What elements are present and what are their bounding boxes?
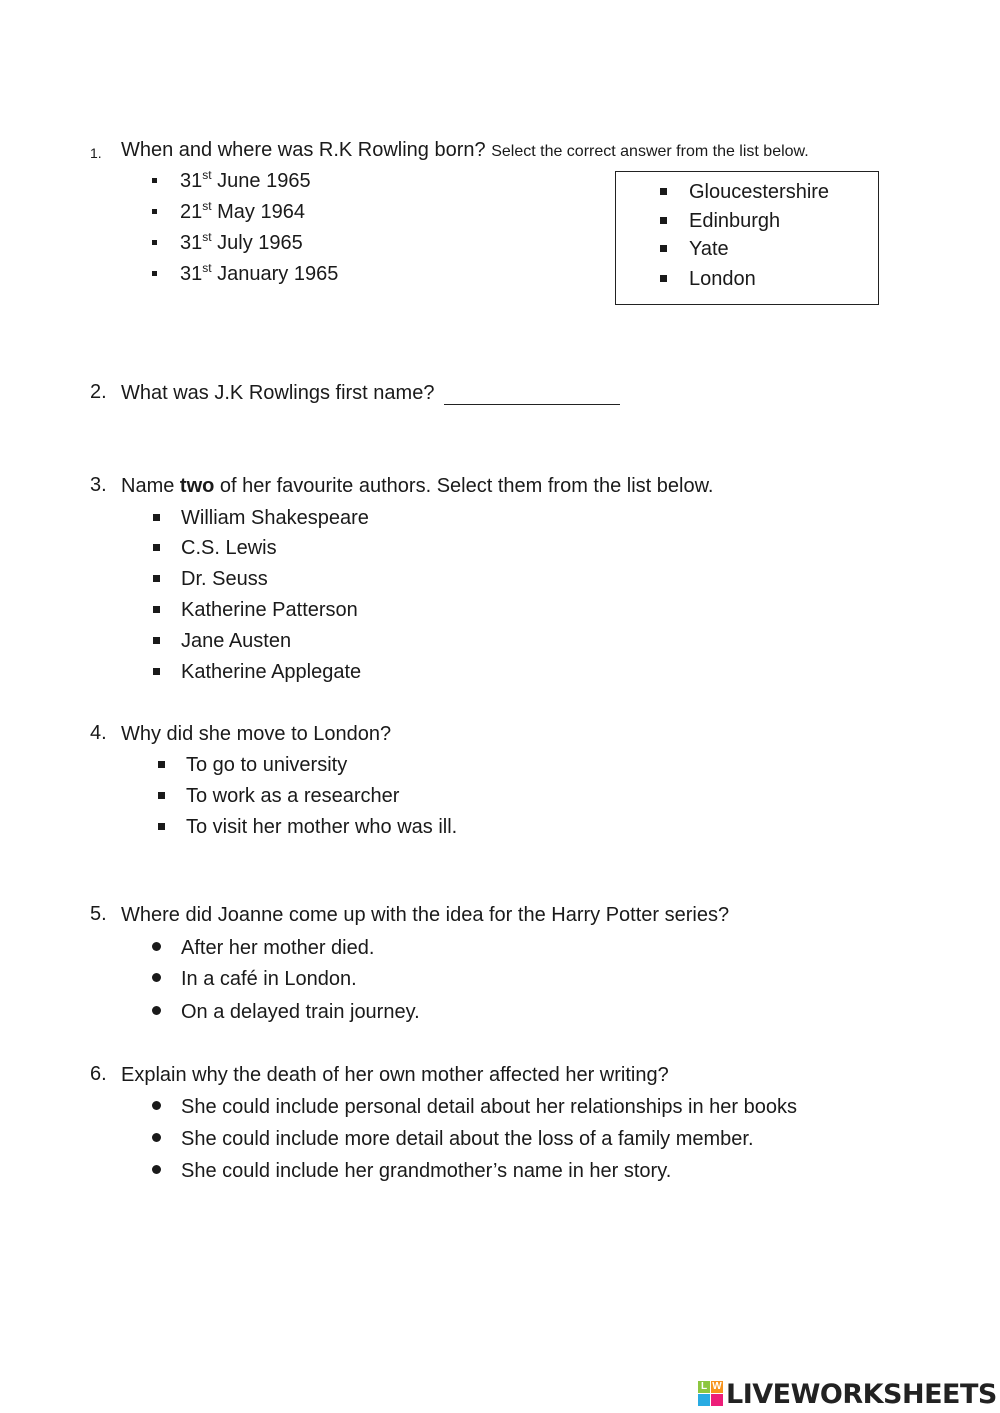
question-1-number: 1. [90, 145, 102, 161]
logo-block-green: L [698, 1381, 710, 1393]
bullet-dot-icon [152, 942, 161, 951]
bullet-square-icon [153, 544, 160, 551]
bullet-square-icon [158, 761, 165, 768]
bullet-square-icon [152, 240, 157, 245]
question-4-text: Why did she move to London? [121, 723, 392, 745]
bullet-square-icon [152, 271, 157, 276]
date-option[interactable]: 31st January 1965 [152, 262, 338, 286]
author-option[interactable]: Dr. Seuss [153, 567, 268, 591]
writing-option[interactable]: She could include personal detail about her relationships in her books [152, 1095, 797, 1119]
place-option[interactable]: Edinburgh [660, 209, 780, 233]
question-3-emphasis: two [179, 475, 215, 497]
bullet-square-icon [158, 823, 165, 830]
logo-block-orange: W [712, 1381, 722, 1392]
bullet-dot-icon [152, 973, 161, 982]
answer-blank-input[interactable] [444, 386, 620, 405]
writing-option[interactable]: She could include more detail about the loss of a family member. [152, 1127, 754, 1151]
bullet-square-icon [660, 188, 667, 195]
bullet-square-icon [153, 637, 160, 644]
question-4-number: 4. [90, 722, 107, 744]
question-2 [121, 381, 620, 405]
question-2-text: What was J.K Rowlings first name? [121, 382, 435, 404]
question-1-text: When and where was R.K Rowling born? [121, 139, 486, 161]
question-5-text: Where did Joanne come up with the idea for the Harry Potter series? [121, 904, 730, 926]
bullet-square-icon [152, 209, 157, 214]
place-option[interactable]: Yate [660, 237, 729, 261]
logo-block-blue [698, 1394, 710, 1406]
bullet-square-icon [153, 575, 160, 582]
reason-option[interactable]: To visit her mother who was ill. [158, 815, 457, 839]
author-option[interactable]: Jane Austen [153, 629, 291, 653]
liveworksheets-logo [698, 1378, 997, 1410]
bullet-square-icon [152, 178, 157, 183]
place-option[interactable]: Gloucestershire [660, 180, 829, 204]
author-option[interactable]: C.S. Lewis [153, 536, 277, 560]
bullet-square-icon [153, 514, 160, 521]
author-option[interactable]: Katherine Patterson [153, 598, 358, 622]
bullet-dot-icon [152, 1133, 161, 1142]
question-6-number: 6. [90, 1063, 107, 1085]
question-3: Name two of her favourite authors. Select them from the list below. [121, 475, 714, 497]
bullet-dot-icon [152, 1006, 161, 1015]
question-1-note: Select the correct answer from the list below. [491, 143, 809, 160]
reason-option[interactable]: To work as a researcher [158, 784, 399, 808]
question-2-number: 2. [90, 381, 107, 403]
question-5-number: 5. [90, 903, 107, 925]
logo-text: LIVEWORKSHEETS [726, 1378, 997, 1410]
idea-option[interactable]: On a delayed train journey. [152, 1000, 420, 1024]
bullet-dot-icon [152, 1165, 161, 1174]
question-1 [121, 138, 809, 164]
question-3-number: 3. [90, 474, 107, 496]
place-option[interactable]: London [660, 267, 756, 291]
date-option[interactable]: 31st June 1965 [152, 169, 311, 193]
bullet-square-icon [153, 606, 160, 613]
writing-option[interactable]: She could include her grandmother’s name in her story. [152, 1159, 671, 1183]
bullet-square-icon [660, 217, 667, 224]
bullet-square-icon [153, 668, 160, 675]
bullet-square-icon [660, 245, 667, 252]
bullet-square-icon [158, 792, 165, 799]
logo-block-pink [711, 1394, 723, 1406]
idea-option[interactable]: After her mother died. [152, 936, 374, 960]
bullet-square-icon [660, 275, 667, 282]
author-option[interactable]: Katherine Applegate [153, 660, 361, 684]
bullet-dot-icon [152, 1101, 161, 1110]
author-option[interactable]: William Shakespeare [153, 506, 369, 530]
question-6-text: Explain why the death of her own mother affected her writing? [121, 1064, 669, 1086]
liveworksheets-logo-icon [698, 1379, 724, 1409]
date-option[interactable]: 31st July 1965 [152, 231, 303, 255]
idea-option[interactable]: In a café in London. [152, 967, 357, 991]
date-option[interactable]: 21st May 1964 [152, 200, 305, 224]
reason-option[interactable]: To go to university [158, 753, 347, 777]
